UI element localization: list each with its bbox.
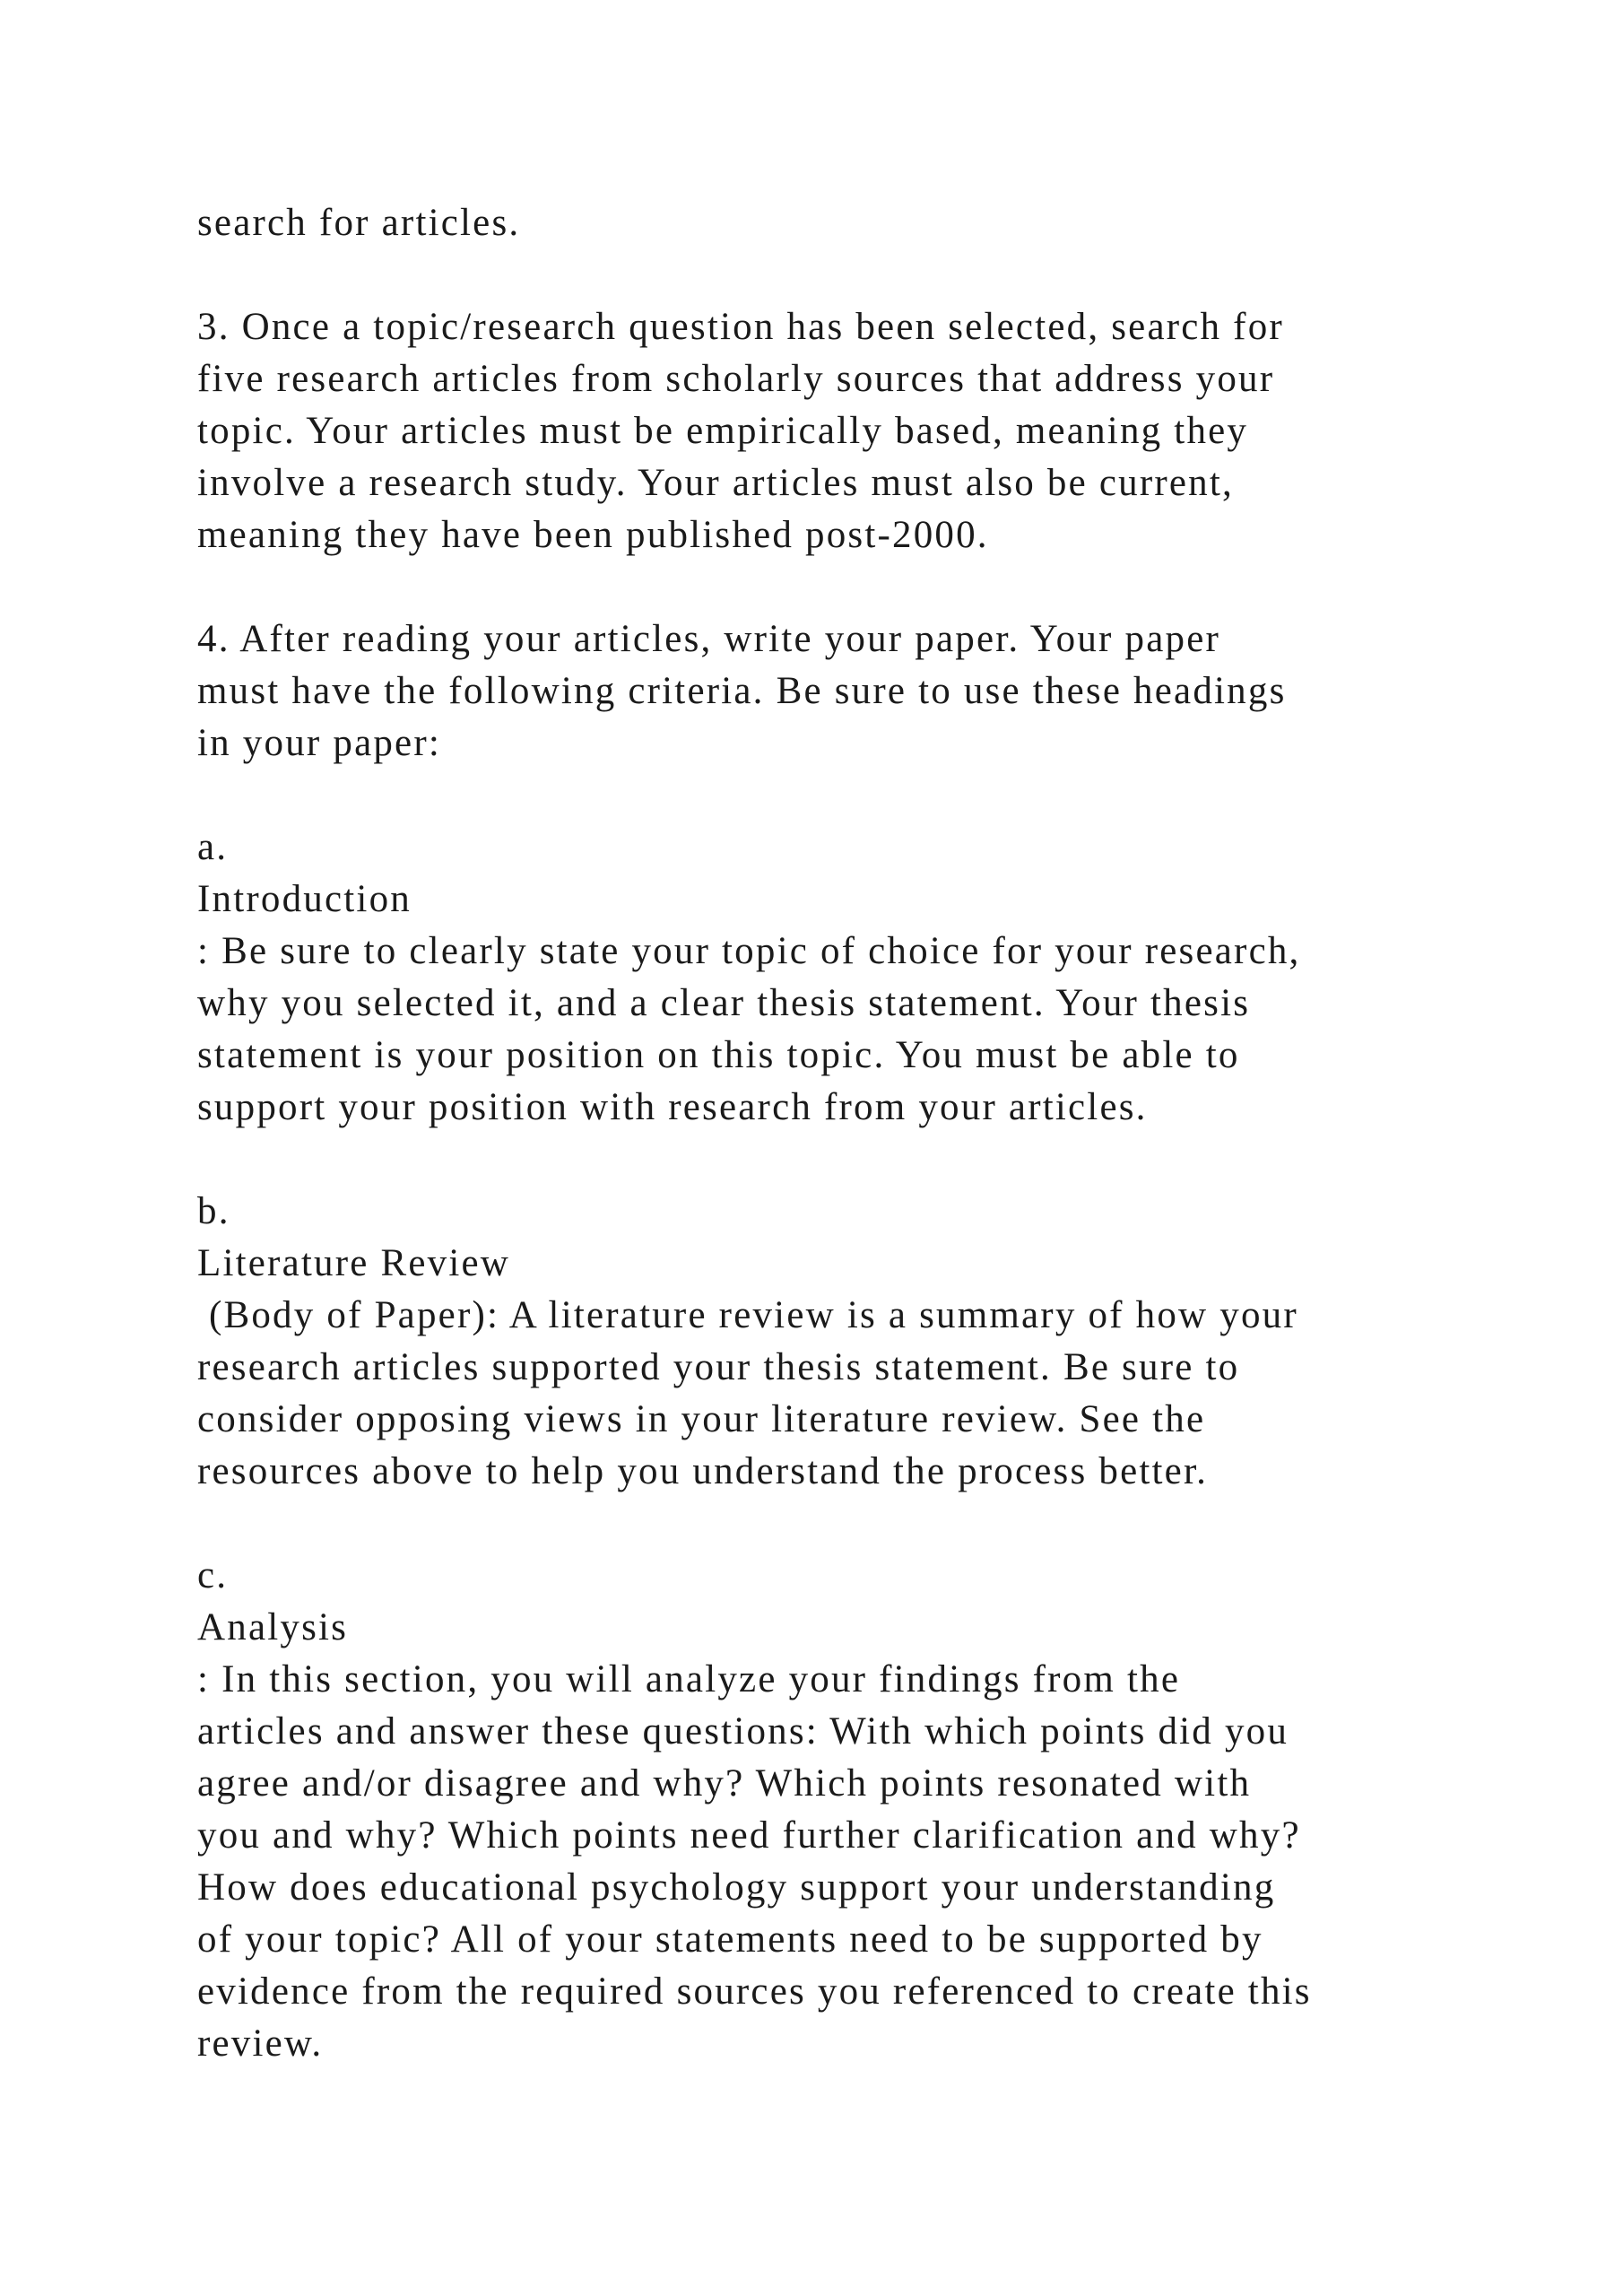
text-line: consider opposing views in your literature review. See the: [197, 1398, 1206, 1440]
text-line: involve a research study. Your articles must also be current,: [197, 462, 1234, 504]
text-line: : In this section, you will analyze your findings from the: [197, 1658, 1181, 1700]
blank-line: [197, 1134, 1506, 1186]
text-line: search for articles.: [197, 202, 521, 244]
text-line: evidence from the required sources you referenced to create this: [197, 1970, 1312, 2013]
text-line: statement is your position on this topic. You must be able to: [197, 1034, 1240, 1076]
text-line: 4. After reading your articles, write your paper. Your paper: [197, 618, 1221, 660]
section-letter: a.: [197, 826, 229, 868]
blank-line: [197, 249, 1506, 301]
text-line: articles and answer these questions: With which points did you: [197, 1710, 1289, 1752]
text-line: you and why? Which points need further clarification and why?: [197, 1814, 1301, 1857]
text-line: How does educational psychology support your understanding: [197, 1866, 1276, 1909]
text-line: meaning they have been published post-2000.: [197, 514, 989, 556]
section-letter: c.: [197, 1554, 229, 1596]
section-heading-literature-review: Literature Review: [197, 1242, 511, 1284]
section-heading-analysis: Analysis: [197, 1606, 349, 1648]
text-line: five research articles from scholarly sources that address your: [197, 358, 1275, 400]
text-line: in your paper:: [197, 722, 442, 764]
text-line: of your topic? All of your statements need to be supported by: [197, 1918, 1263, 1961]
text-line: must have the following criteria. Be sure to use these headings: [197, 670, 1287, 712]
text-line: research articles supported your thesis statement. Be sure to: [197, 1346, 1240, 1388]
text-line: review.: [197, 2022, 324, 2065]
text-line: support your position with research from your articles.: [197, 1086, 1148, 1128]
section-letter: b.: [197, 1190, 230, 1232]
text-line: topic. Your articles must be empirically based, meaning they: [197, 410, 1249, 452]
blank-line: [197, 561, 1506, 613]
document-body: [197, 197, 1506, 2070]
text-line: why you selected it, and a clear thesis statement. Your thesis: [197, 982, 1251, 1024]
text-line: 3. Once a topic/research question has been selected, search for: [197, 306, 1284, 348]
text-line: resources above to help you understand the process better.: [197, 1450, 1209, 1492]
text-line: (Body of Paper): A literature review is a summary of how your: [197, 1294, 1298, 1336]
text-line: : Be sure to clearly state your topic of choice for your research,: [197, 930, 1301, 972]
text-line: agree and/or disagree and why? Which points resonated with: [197, 1762, 1252, 1805]
blank-line: [197, 1498, 1506, 1550]
section-heading-introduction: Introduction: [197, 878, 412, 920]
blank-line: [197, 770, 1506, 822]
